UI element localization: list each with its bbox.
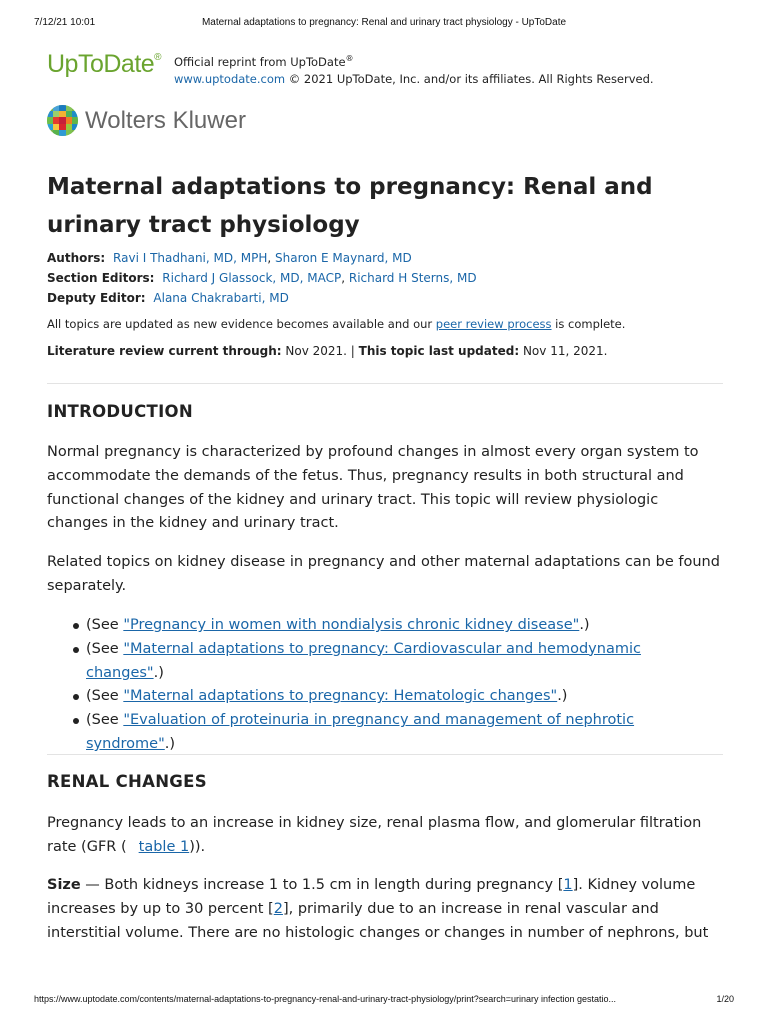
lit-review-value: Nov 2021. | [281,344,359,358]
author-link[interactable]: Ravi I Thadhani, MD, MPH [113,251,268,265]
deputy-editor-link[interactable]: Alana Chakrabarti, MD [153,291,289,305]
reprint-notice [174,50,654,88]
size-paragraph [47,874,723,945]
wolters-kluwer-icon [47,105,78,136]
authors-label: Authors: [47,251,106,265]
print-header [34,17,734,31]
list-item [47,709,723,757]
print-page-title: Maternal adaptations to pregnancy: Renal and urinary tract physiology - UpToDate [201,17,567,28]
print-url: https://www.uptodate.com/contents/maternal-adaptations-to-pregnancy-renal-and-urinary-tract-physiology/print?search=urinary infection gestatio... [34,994,617,1004]
copyright-text: © 2021 UpToDate, Inc. and/or its affiliates. All Rights Reserved. [285,71,654,86]
renal-intro-text: Pregnancy leads to an increase in kidney size, renal plasma flow, and glomerular filtration rate (GFR ( [47,815,702,855]
related-topic-link[interactable]: "Evaluation of proteinuria in pregnancy and management of nephrotic syndrome" [86,712,635,752]
brand-row [47,48,723,88]
see-text: (See [86,617,124,633]
uptodate-site-link[interactable]: www.uptodate.com [174,71,286,86]
uptodate-logo[interactable] [47,50,161,79]
related-topics-list [47,614,723,757]
section-editors-label: Section Editors: [47,271,155,285]
renal-changes-heading: RENAL CHANGES [47,772,207,791]
see-text: (See [86,712,124,729]
see-close: .) [164,735,176,752]
section-editors-row [47,268,723,288]
renal-changes-paragraph [47,812,723,860]
uptodate-logo-text: UpToDate [47,50,155,78]
see-text: (See [86,688,124,705]
size-text: ], primarily due to an increase in renal vascular and interstitial volume. There are no histologic changes or changes in number of nephrons, but [47,900,709,941]
page-number: 1/20 [716,994,734,1004]
related-topic-link[interactable]: "Maternal adaptations to pregnancy: Hematologic changes" [123,688,558,705]
list-item [47,685,723,709]
notice-text-end: is complete. [551,317,626,331]
introduction-heading: INTRODUCTION [47,402,193,421]
size-text: — Both kidneys increase 1 to 1.5 cm in length during pregnancy [ [80,877,564,893]
deputy-editor-label: Deputy Editor: [47,291,146,305]
table-1-link[interactable]: table 1 [138,838,190,855]
section-editor-link[interactable]: Richard J Glassock, MD, MACP [162,271,342,285]
notice-text: All topics are updated as new evidence becomes available and our [47,317,436,331]
see-close: .) [579,617,590,633]
renal-intro-end: )). [189,838,206,855]
reference-link[interactable]: 1 [563,877,573,893]
section-divider [47,383,723,384]
see-close: .) [557,688,568,705]
publisher-name: Wolters Kluwer [85,107,246,134]
deputy-editor-row [47,288,723,308]
reprint-label: Official reprint from UpToDate [174,54,346,69]
authors-row [47,248,723,268]
author-separator: , [267,251,275,265]
uptodate-logo-mark: ® [154,52,162,63]
list-item [47,638,723,686]
lit-review-label: Literature review current through: [47,344,282,358]
section-editor-link[interactable]: Richard H Sterns, MD [348,271,477,285]
reference-link[interactable]: 2 [273,900,283,917]
print-datetime: 7/12/21 10:01 [34,17,96,28]
update-notice [47,315,723,333]
article-title: Maternal adaptations to pregnancy: Renal and urinary tract physiology [47,174,653,238]
reprint-mark: ® [345,54,354,63]
size-label: Size [47,877,81,893]
see-close: .) [153,664,164,681]
article-meta [47,248,723,308]
last-updated-value: Nov 11, 2021. [519,344,608,358]
list-item [47,614,723,638]
last-updated-label: This topic last updated: [358,344,520,358]
print-footer [34,994,734,1008]
size-text: ]. Kidney volume increases by up to 30 percent [ [47,877,696,917]
author-link[interactable]: Sharon E Maynard, MD [275,251,412,265]
peer-review-link[interactable]: peer review process [435,317,552,331]
see-text: (See [86,640,124,657]
related-topic-link[interactable]: "Pregnancy in women with nondialysis chronic kidney disease" [123,617,580,633]
related-topic-link[interactable]: "Maternal adaptations to pregnancy: Cardiovascular and hemodynamic changes" [86,640,641,681]
review-dates [47,342,723,360]
section-divider [47,754,723,755]
editor-separator: , [341,271,349,285]
related-topics-paragraph: Related topics on kidney disease in pregnancy and other maternal adaptations can be found separately. [47,554,720,594]
introduction-paragraph: Normal pregnancy is characterized by profound changes in almost every organ system to accommodate the demands of the fetus. Thus, pregnancy results in both structural and functional changes of the kidney and urinary tract. This topic will review physiologic changes in the kidney and urinary tract. [47,444,699,532]
publisher-logo [47,104,347,138]
